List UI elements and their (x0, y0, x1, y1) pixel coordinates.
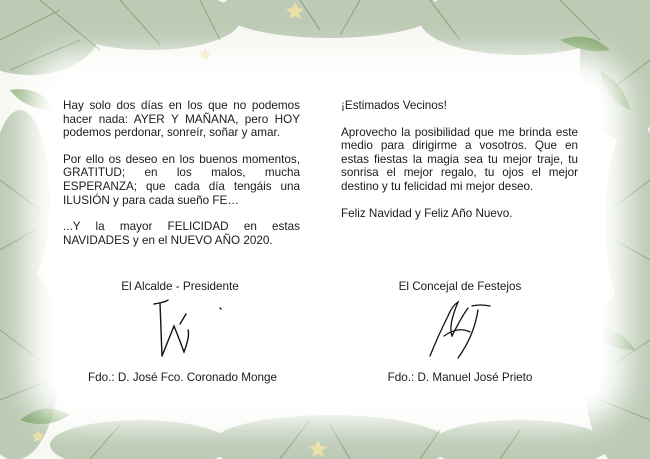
mayor-paragraph-3: ...Y la mayor FELICIDAD en estas NAVIDADES y en el NUEVO AÑO 2020. (63, 220, 300, 247)
councillor-signatory: Fdo.: D. Manuel José Prieto (387, 371, 533, 384)
mayor-message (63, 99, 300, 260)
mayor-title: El Alcalde - Presidente (121, 280, 239, 293)
councillor-title: El Concejal de Festejos (398, 280, 522, 293)
councillor-paragraph-2: Feliz Navidad y Feliz Año Nuevo. (341, 206, 513, 220)
mayor-signatory: Fdo.: D. José Fco. Coronado Monge (87, 371, 278, 384)
mayor-paragraph-1: Hay solo dos días en los que no podemos hacer nada: AYER Y MAÑANA, pero HOY podemos perdonar, sonreír, soñar y amar. (63, 99, 300, 140)
councillor-paragraph-1: Aprovecho la posibilidad que me brinda este medio para dirigirme a vosotros. Que en estas fiestas la magia sea tu mejor traje, tu sonrisa el mejor regalo, tu ojos el mejor destino y tu felicidad mi mejor deseo. (341, 125, 578, 193)
mayor-signature (150, 296, 230, 366)
greeting: ¡Estimados Vecinos! (341, 99, 447, 112)
councillor-signature (418, 296, 508, 366)
councillor-message (341, 99, 578, 233)
mayor-paragraph-2: Por ello os deseo en los buenos momentos, GRATITUD; en los malos, mucha ESPERANZA; que cada día tengáis una ILUSIÓN y para cada sueño FE… (63, 152, 300, 207)
